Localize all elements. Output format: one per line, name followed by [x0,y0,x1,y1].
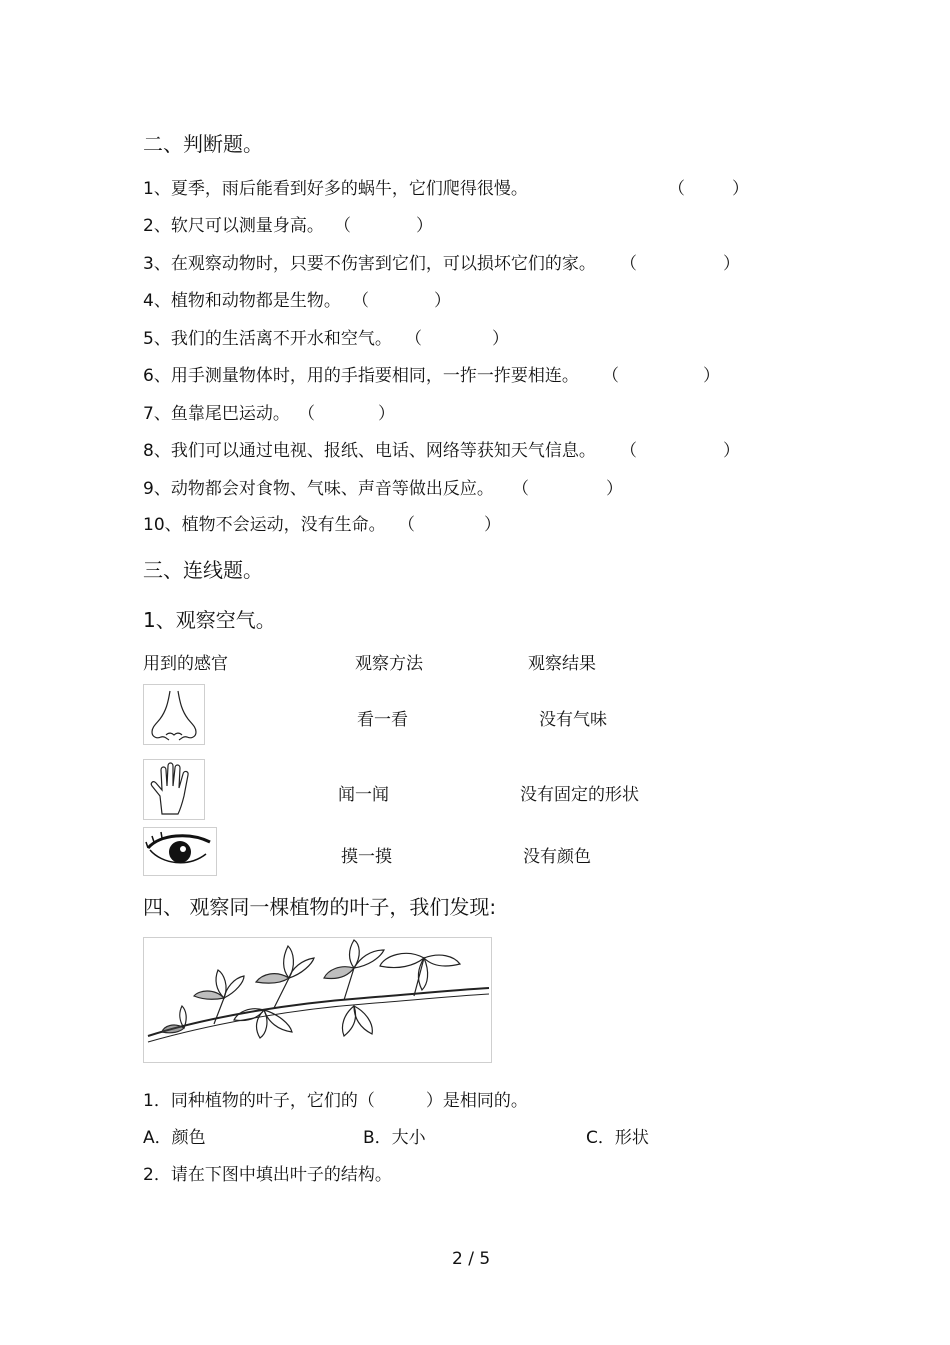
method-3: 摸一摸 [341,847,392,867]
option-c: C．形状 [586,1128,649,1148]
answer-paren-close: ） [416,216,433,236]
section4-question-2: 2．请在下图中填出叶子的结构。 [143,1165,392,1185]
answer-paren-open: （ [352,291,369,311]
answer-paren-close: ） [484,515,501,535]
section4-title: 四、 观察同一棵植物的叶子，我们发现: [143,895,497,919]
method-2: 闻一闻 [338,785,389,805]
question-2: 2、软尺可以测量身高。 [143,216,324,236]
section3-title: 三、连线题。 [143,558,263,582]
section4-question-1: 1．同种植物的叶子，它们的（ ）是相同的。 [143,1091,528,1111]
option-b: B．大小 [363,1128,426,1148]
column-header-result: 观察结果 [528,654,596,674]
nose-icon [144,685,204,744]
answer-paren-open: （ [334,216,351,236]
section3-subtitle: 1、观察空气。 [143,608,276,632]
answer-paren-close: ） [703,366,720,386]
eye-picture [143,827,217,876]
answer-paren-open: （ [405,329,422,349]
answer-paren-open: （ [298,404,315,424]
question-3: 3、在观察动物时，只要不伤害到它们，可以损坏它们的家。 [143,254,596,274]
eye-icon [144,828,216,875]
option-a: A．颜色 [143,1128,206,1148]
question-4: 4、植物和动物都是生物。 [143,291,341,311]
result-2: 没有固定的形状 [520,785,639,805]
result-3: 没有颜色 [523,847,591,867]
method-1: 看一看 [357,710,408,730]
answer-paren-open: （ [620,441,637,461]
answer-paren-close: ） [732,179,749,199]
answer-paren-open: （ [668,179,685,199]
answer-paren-open: （ [398,515,415,535]
page-number: 2 / 5 [452,1249,491,1269]
question-5: 5、我们的生活离不开水和空气。 [143,329,392,349]
answer-paren-close: ） [492,329,509,349]
answer-paren-close: ） [723,441,740,461]
question-7: 7、鱼靠尾巴运动。 [143,404,290,424]
answer-paren-open: （ [620,254,637,274]
answer-paren-open: （ [512,479,529,499]
question-8: 8、我们可以通过电视、报纸、电话、网络等获知天气信息。 [143,441,596,461]
plant-branch-picture [143,937,492,1063]
answer-paren-close: ） [606,479,623,499]
column-header-method: 观察方法 [355,654,423,674]
answer-paren-close: ） [723,254,740,274]
answer-paren-close: ） [434,291,451,311]
result-1: 没有气味 [539,710,607,730]
question-6: 6、用手测量物体时，用的手指要相同，一拃一拃要相连。 [143,366,579,386]
hand-picture [143,759,205,820]
question-9: 9、动物都会对食物、气味、声音等做出反应。 [143,479,494,499]
column-header-sense: 用到的感官 [143,654,228,674]
section2-title: 二、判断题。 [143,132,263,156]
question-10: 10、植物不会运动，没有生命。 [143,515,386,535]
nose-picture [143,684,205,745]
question-1: 1、夏季，雨后能看到好多的蜗牛，它们爬得很慢。 [143,179,528,199]
hand-icon [144,760,204,819]
answer-paren-close: ） [378,404,395,424]
answer-paren-open: （ [602,366,619,386]
plant-branch-icon [144,938,491,1062]
